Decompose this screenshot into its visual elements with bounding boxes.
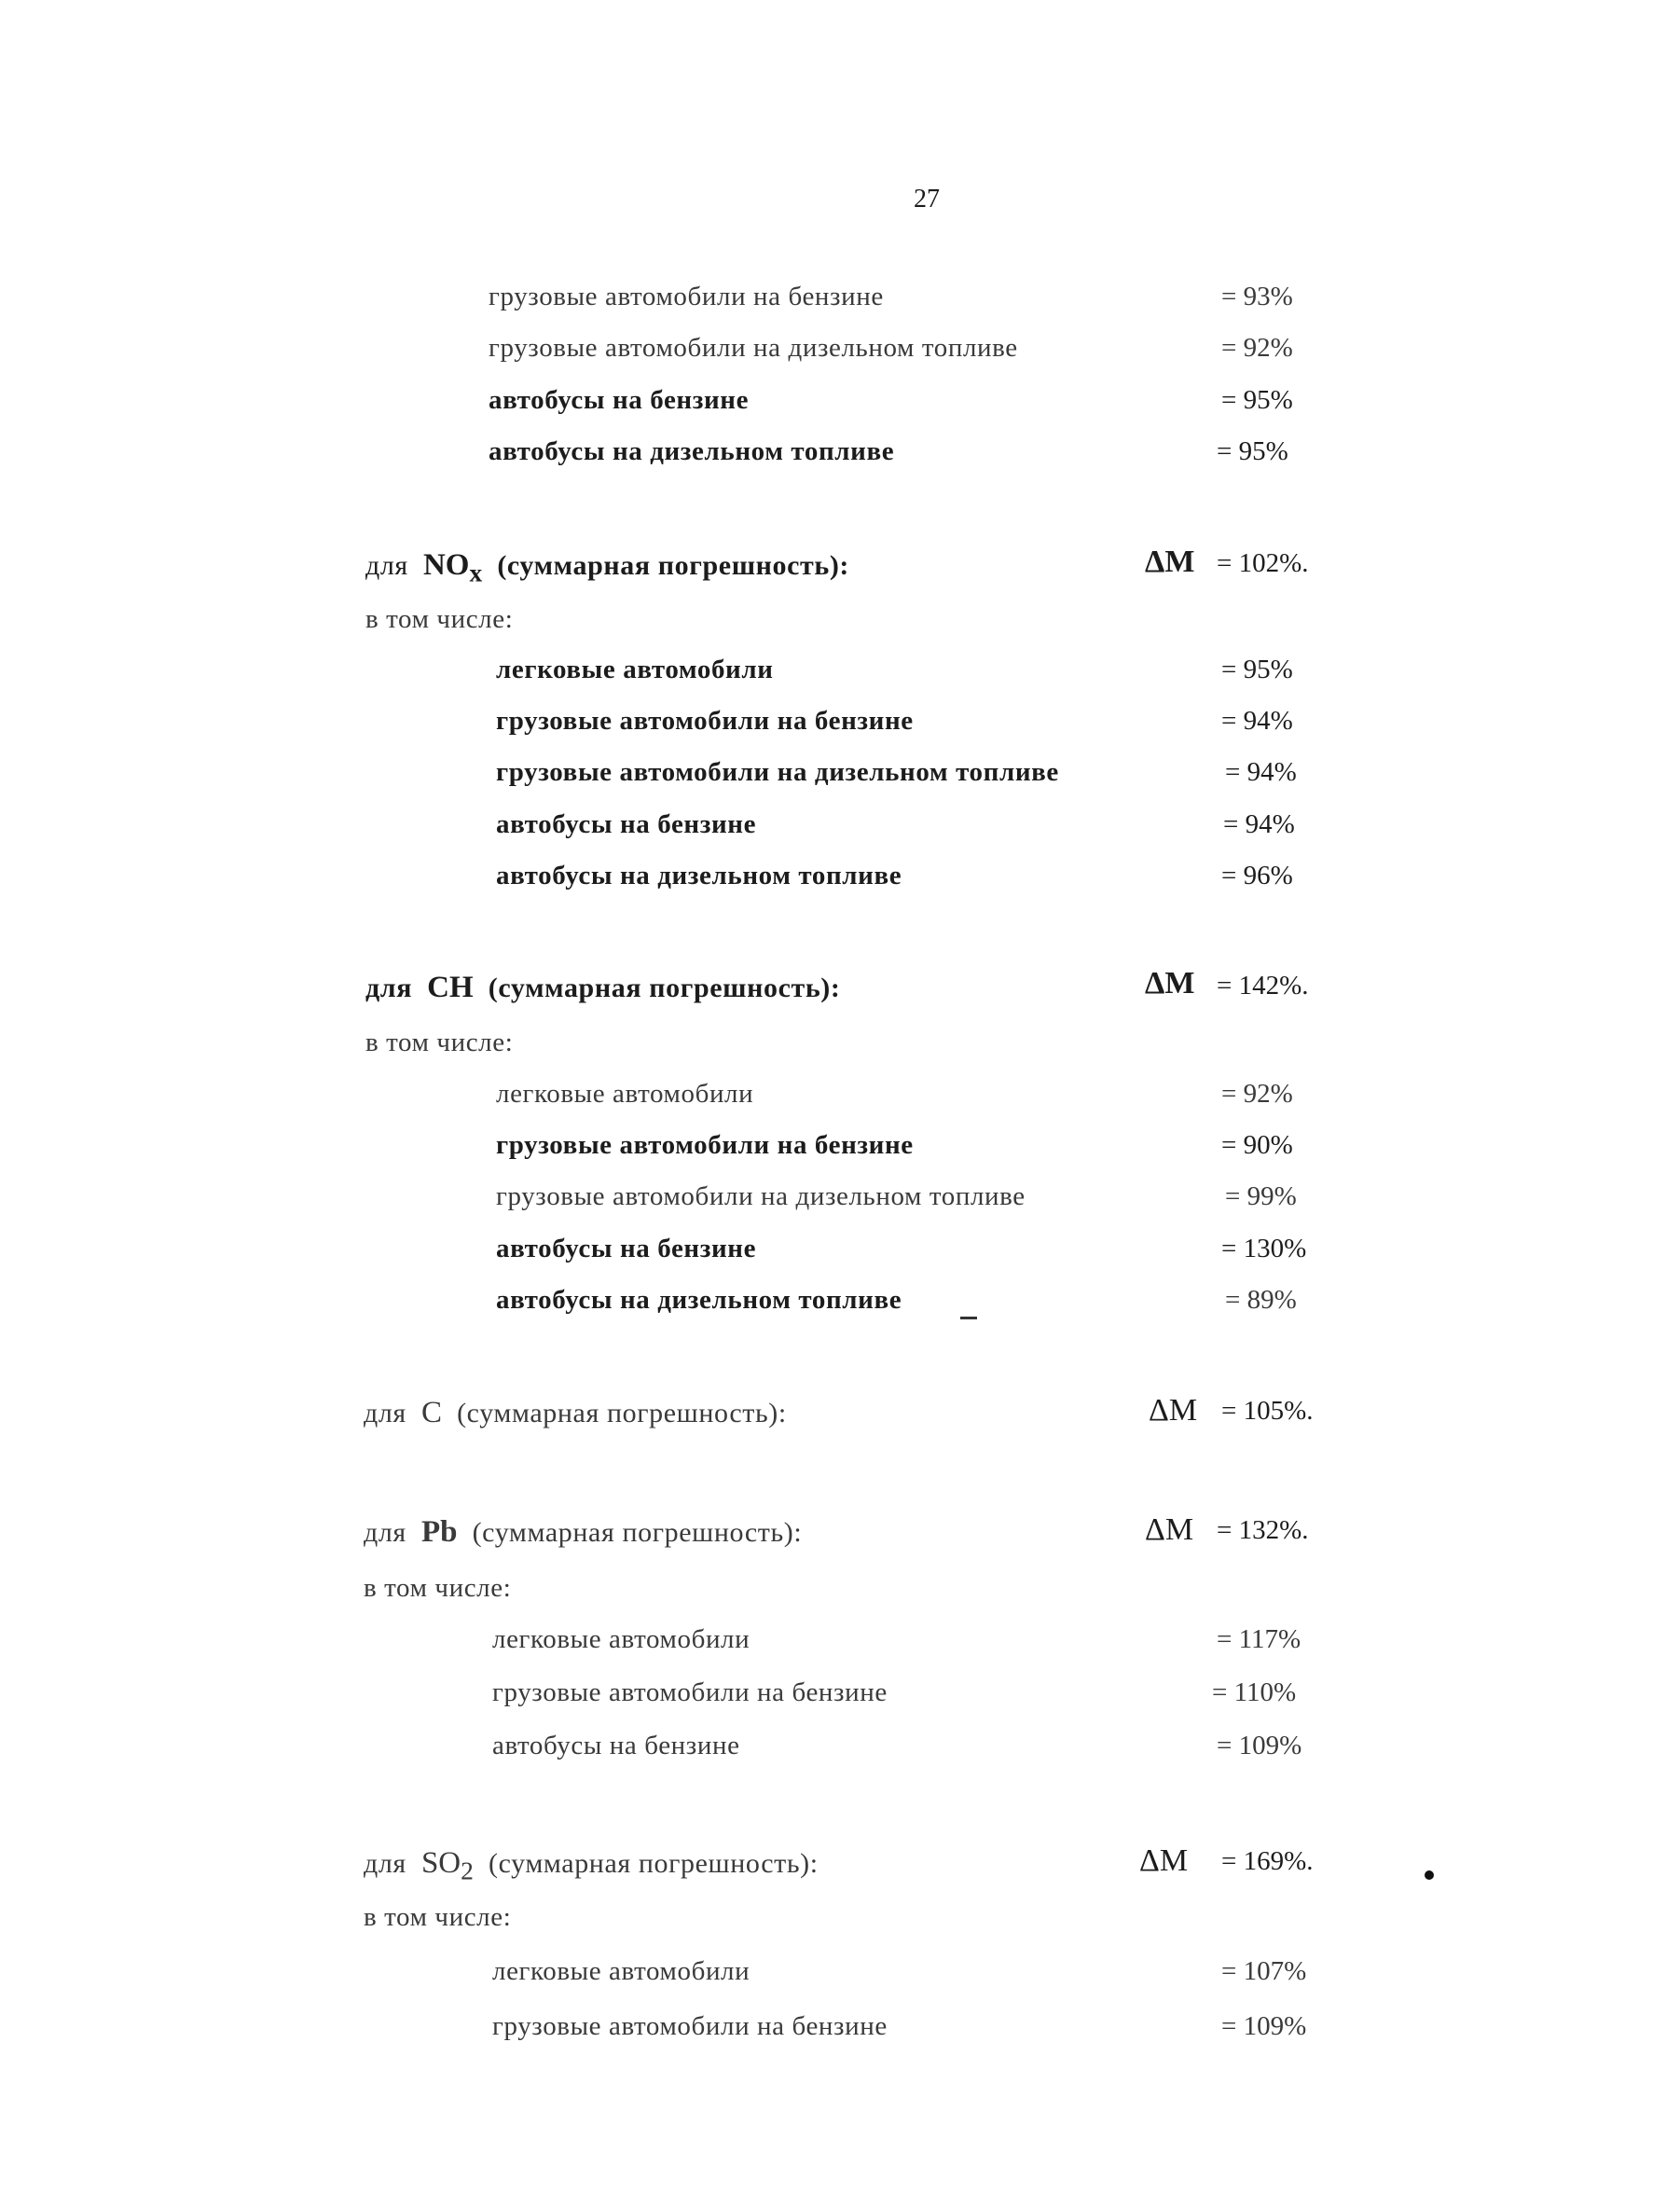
list-item-value: = 95% bbox=[1221, 655, 1293, 684]
section-formula: Pb bbox=[420, 1515, 458, 1549]
list-item-label: легковые автомобили bbox=[492, 1956, 750, 1986]
list-item-label: грузовые автомобили на бензине bbox=[489, 282, 884, 311]
section-heading bbox=[365, 548, 849, 588]
subheading: в том числе: bbox=[365, 1028, 514, 1057]
list-item-value: = 109% bbox=[1221, 2011, 1307, 2041]
delta-m-label: ΔM bbox=[1139, 1843, 1189, 1878]
delta-m-label: ΔM bbox=[1149, 1393, 1198, 1428]
list-item-value: = 89% bbox=[1225, 1285, 1297, 1315]
list-item-value: = 95% bbox=[1217, 436, 1288, 466]
pen-mark bbox=[960, 1317, 977, 1319]
section-suffix: (суммарная погрешность): bbox=[472, 1517, 803, 1548]
list-item-label: легковые автомобили bbox=[492, 1624, 750, 1654]
list-item-label: грузовые автомобили на бензине bbox=[496, 1130, 914, 1160]
list-item-value: = 96% bbox=[1221, 861, 1293, 890]
list-item-value: = 107% bbox=[1221, 1956, 1307, 1986]
list-item-value: = 90% bbox=[1221, 1130, 1293, 1160]
list-item-label: автобусы на дизельном топливе bbox=[496, 861, 902, 890]
section-heading bbox=[365, 971, 840, 1005]
formula-subscript: x bbox=[469, 558, 483, 587]
section-suffix: (суммарная погрешность): bbox=[488, 973, 841, 1003]
list-item-value: = 94% bbox=[1223, 809, 1295, 839]
list-item-value: = 94% bbox=[1225, 757, 1297, 787]
section-prefix: для bbox=[365, 973, 413, 1003]
section-prefix: для bbox=[364, 1517, 406, 1548]
subheading: в том числе: bbox=[364, 1573, 512, 1603]
section-heading bbox=[364, 1396, 787, 1430]
list-item-label: легковые автомобили bbox=[496, 1079, 754, 1109]
ink-dot bbox=[1425, 1870, 1434, 1880]
list-item-value: = 92% bbox=[1221, 333, 1293, 363]
list-item-label: грузовые автомобили на дизельном топливе bbox=[496, 1181, 1026, 1211]
list-item-value: = 94% bbox=[1221, 706, 1293, 736]
list-item-label: легковые автомобили bbox=[496, 655, 774, 684]
list-item-label: грузовые автомобили на дизельном топливе bbox=[489, 333, 1018, 363]
section-prefix: для bbox=[364, 1848, 406, 1879]
delta-m-value: = 142%. bbox=[1217, 971, 1309, 1000]
list-item-label: автобусы на бензине bbox=[489, 385, 750, 415]
section-formula: $SO_2$ bbox=[420, 1846, 474, 1885]
section-formula: CH bbox=[427, 971, 474, 1004]
list-item-value: = 130% bbox=[1221, 1234, 1307, 1263]
list-item-value: = 93% bbox=[1221, 282, 1293, 311]
list-item-label: грузовые автомобили на дизельном топливе bbox=[496, 757, 1059, 787]
section-suffix: (суммарная погрешность): bbox=[457, 1398, 787, 1428]
list-item-label: грузовые автомобили на бензине bbox=[492, 2011, 888, 2041]
list-item-value: = 109% bbox=[1217, 1731, 1302, 1760]
list-item-value: = 92% bbox=[1221, 1079, 1293, 1109]
formula-subscript: 2 bbox=[461, 1856, 474, 1885]
subheading: в том числе: bbox=[364, 1902, 512, 1932]
list-item-label: грузовые автомобили на бензине bbox=[496, 706, 914, 736]
delta-m-value: = 105%. bbox=[1221, 1396, 1314, 1426]
subheading: в том числе: bbox=[365, 604, 514, 634]
section-heading bbox=[364, 1515, 802, 1550]
section-suffix: (суммарная погрешность): bbox=[497, 550, 850, 581]
delta-m-value: = 132%. bbox=[1217, 1515, 1309, 1545]
delta-m-label: ΔM bbox=[1145, 1512, 1194, 1547]
list-item-label: автобусы на дизельном топливе bbox=[496, 1285, 902, 1315]
section-suffix: (суммарная погрешность): bbox=[489, 1848, 819, 1879]
list-item-label: автобусы на бензине bbox=[496, 1234, 757, 1263]
delta-m-value: = 102%. bbox=[1217, 548, 1309, 578]
list-item-label: грузовые автомобили на бензине bbox=[492, 1677, 888, 1707]
section-prefix: для bbox=[365, 550, 408, 581]
list-item-label: автобусы на бензине bbox=[492, 1731, 740, 1760]
section-heading bbox=[364, 1846, 819, 1886]
list-item-value: = 110% bbox=[1212, 1677, 1297, 1707]
list-item-label: автобусы на дизельном топливе bbox=[489, 436, 895, 466]
list-item-value: = 99% bbox=[1225, 1181, 1297, 1211]
list-item-value: = 117% bbox=[1217, 1624, 1301, 1654]
section-prefix: для bbox=[364, 1398, 406, 1428]
section-formula: C bbox=[420, 1396, 442, 1429]
delta-m-value: = 169%. bbox=[1221, 1846, 1314, 1876]
page-number: 27 bbox=[914, 185, 940, 214]
delta-m-label: ΔM bbox=[1145, 545, 1195, 579]
section-formula: $NO_x$ bbox=[422, 548, 483, 587]
list-item-value: = 95% bbox=[1221, 385, 1293, 415]
list-item-label: автобусы на бензине bbox=[496, 809, 757, 839]
delta-m-label: ΔM bbox=[1145, 966, 1195, 1000]
